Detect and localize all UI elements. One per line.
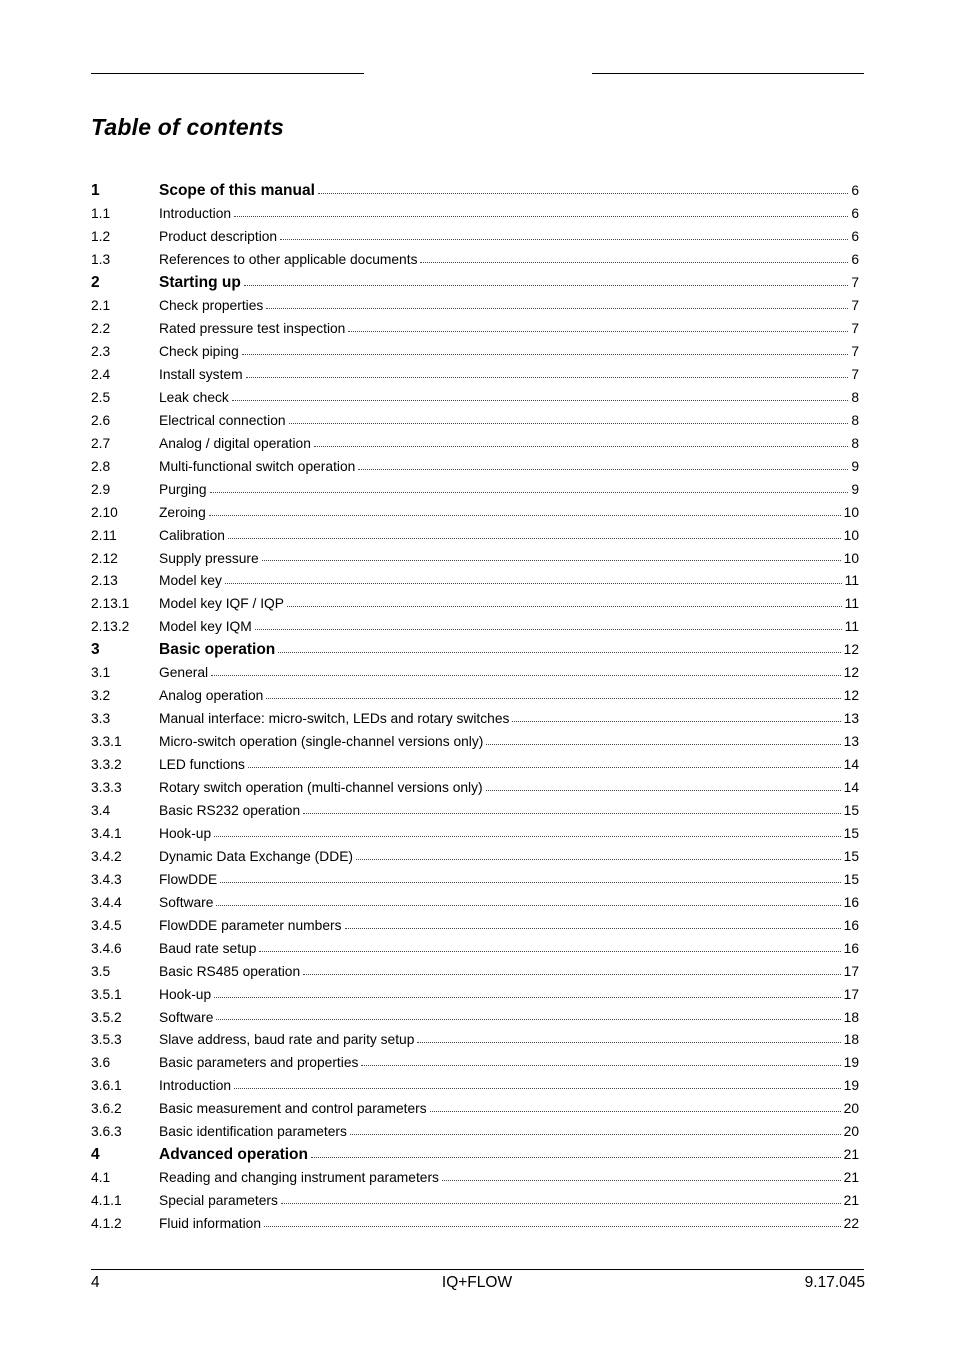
toc-entry[interactable]	[91, 892, 859, 915]
toc-entry-page: 18	[843, 1009, 859, 1025]
toc-chapter-entry[interactable]	[91, 639, 859, 662]
toc-entry-title: Check piping	[159, 344, 239, 360]
toc-dot-leader	[348, 331, 848, 332]
toc-entry[interactable]	[91, 1098, 859, 1121]
toc-entry-page: 20	[843, 1124, 859, 1140]
toc-entry[interactable]	[91, 548, 859, 571]
toc-entry-number: 3.6.1	[91, 1078, 122, 1094]
toc-entry[interactable]	[91, 226, 859, 249]
toc-entry[interactable]	[91, 823, 859, 846]
toc-dot-leader	[264, 1226, 841, 1227]
toc-entry-page: 12	[843, 642, 859, 658]
toc-entry[interactable]	[91, 915, 859, 938]
toc-dot-leader	[214, 836, 840, 837]
toc-entry-title: Zeroing	[159, 504, 206, 520]
toc-entry-page: 8	[851, 435, 859, 451]
toc-entry-page: 17	[843, 963, 859, 979]
toc-entry[interactable]	[91, 593, 859, 616]
toc-dot-leader	[232, 400, 848, 401]
toc-entry-page: 22	[843, 1216, 859, 1232]
toc-entry[interactable]	[91, 1029, 859, 1052]
toc-chapter-entry[interactable]	[91, 180, 859, 203]
toc-entry-title: Model key IQM	[159, 619, 252, 635]
toc-entry-page: 20	[843, 1101, 859, 1117]
toc-entry-page: 14	[843, 757, 859, 773]
toc-entry-title: Check properties	[159, 298, 264, 314]
toc-entry-page: 7	[851, 298, 859, 314]
toc-entry[interactable]	[91, 1213, 859, 1236]
toc-dot-leader	[361, 1065, 840, 1066]
toc-entry-number: 2.3	[91, 344, 111, 360]
toc-entry-number: 2.7	[91, 435, 111, 451]
toc-entry-title: Rotary switch operation (multi-channel versions only)	[159, 780, 483, 796]
toc-entry-title: Baud rate setup	[159, 940, 257, 956]
toc-entry[interactable]	[91, 961, 859, 984]
toc-entry-number: 3.4.2	[91, 848, 122, 864]
toc-entry-number: 2.9	[91, 481, 111, 497]
toc-entry-number: 3.5	[91, 963, 111, 979]
toc-entry-number: 3.3.2	[91, 757, 122, 773]
header-rule-left	[91, 73, 364, 74]
toc-dot-leader	[358, 469, 848, 470]
toc-entry[interactable]	[91, 685, 859, 708]
toc-entry[interactable]	[91, 800, 859, 823]
toc-entry-page: 7	[851, 275, 859, 290]
toc-entry-title: Analog operation	[159, 688, 264, 704]
toc-entry-number: 2.10	[91, 504, 118, 520]
toc-dot-leader	[210, 492, 848, 493]
toc-entry[interactable]	[91, 869, 859, 892]
toc-dot-leader	[318, 193, 848, 194]
toc-dot-leader	[486, 790, 841, 791]
toc-entry[interactable]	[91, 754, 859, 777]
toc-entry-page: 14	[843, 780, 859, 796]
footer-document-number: 9.17.045	[804, 1274, 865, 1291]
toc-entry-number: 2.13.1	[91, 596, 130, 612]
toc-entry-title: Basic RS232 operation	[159, 803, 301, 819]
toc-dot-leader	[430, 1111, 841, 1112]
toc-entry-number: 1.1	[91, 206, 111, 222]
toc-entry-page: 21	[843, 1170, 859, 1186]
toc-entry-number: 3.3	[91, 711, 111, 727]
toc-entry-number: 3	[91, 641, 100, 659]
toc-entry-page: 19	[843, 1055, 859, 1071]
toc-entry-page: 10	[843, 527, 859, 543]
toc-dot-leader	[209, 515, 841, 516]
toc-entry-number: 3.5.3	[91, 1032, 122, 1048]
toc-dot-leader	[420, 262, 848, 263]
toc-entry-number: 3.4.1	[91, 826, 122, 841]
toc-entry-title: Model key IQF / IQP	[159, 596, 284, 612]
toc-entry-number: 3.4.4	[91, 894, 122, 910]
toc-entry-title: Fluid information	[159, 1216, 261, 1232]
toc-entry[interactable]	[91, 433, 859, 456]
toc-entry-number: 1.2	[91, 229, 111, 245]
toc-entry-number: 2.11	[91, 527, 117, 543]
toc-entry-title: Advanced operation	[159, 1146, 308, 1164]
toc-entry[interactable]	[91, 203, 859, 226]
toc-entry-number: 3.6.2	[91, 1101, 122, 1117]
toc-entry-page: 10	[843, 504, 859, 520]
toc-entry-title: LED functions	[159, 757, 245, 773]
toc-dot-leader	[311, 1157, 841, 1158]
toc-entry-title: Basic measurement and control parameters	[159, 1101, 427, 1117]
toc-dot-leader	[314, 446, 848, 447]
toc-dot-leader	[259, 951, 840, 952]
toc-entry[interactable]	[91, 502, 859, 525]
toc-entry-number: 2.8	[91, 458, 111, 474]
toc-entry[interactable]	[91, 777, 859, 800]
toc-entry-title: Manual interface: micro-switch, LEDs and rotary switches	[159, 711, 510, 727]
toc-dot-leader	[225, 583, 842, 584]
table-of-contents	[91, 180, 859, 1236]
toc-entry-title: Basic RS485 operation	[159, 963, 301, 979]
toc-entry-number: 2.4	[91, 367, 111, 382]
toc-entry-number: 3.5.2	[91, 1009, 122, 1025]
header-rule-right	[592, 73, 864, 74]
page-title: Table of contents	[91, 114, 284, 140]
toc-entry-title: General	[159, 665, 209, 681]
toc-entry-title: Scope of this manual	[159, 182, 315, 199]
toc-dot-leader	[262, 560, 841, 561]
toc-entry-page: 16	[843, 940, 859, 956]
toc-entry-title: Leak check	[159, 389, 229, 405]
toc-entry[interactable]	[91, 708, 859, 731]
toc-dot-leader	[211, 675, 841, 676]
toc-entry[interactable]	[91, 1190, 859, 1213]
toc-dot-leader	[442, 1180, 841, 1181]
toc-entry[interactable]	[91, 318, 859, 341]
toc-dot-leader	[234, 1088, 841, 1089]
toc-dot-leader	[248, 767, 841, 768]
toc-entry-page: 7	[851, 344, 859, 360]
toc-entry-page: 12	[843, 665, 859, 681]
toc-entry-title: Micro-switch operation (single-channel versions only)	[159, 734, 484, 750]
toc-entry-page: 13	[843, 711, 859, 727]
toc-entry-page: 6	[851, 183, 859, 198]
toc-entry-page: 7	[851, 367, 859, 382]
toc-entry-number: 2	[91, 274, 100, 291]
toc-entry-number: 1.3	[91, 252, 111, 268]
toc-entry-page: 11	[844, 573, 859, 589]
toc-dot-leader	[255, 629, 842, 630]
toc-entry-page: 8	[851, 389, 859, 405]
toc-entry-title: Supply pressure	[159, 550, 259, 566]
toc-entry-page: 9	[851, 458, 859, 474]
toc-entry-number: 3.1	[91, 665, 111, 681]
toc-entry-number: 2.1	[91, 298, 111, 314]
toc-entry-number: 3.6	[91, 1055, 111, 1071]
toc-entry-title: Introduction	[159, 206, 232, 222]
toc-entry-title: Model key	[159, 573, 222, 589]
toc-entry-number: 4	[91, 1146, 100, 1164]
toc-entry-title: Starting up	[159, 274, 241, 291]
toc-entry[interactable]	[91, 1007, 859, 1030]
toc-entry-number: 2.12	[91, 550, 118, 566]
toc-entry-title: FlowDDE parameter numbers	[159, 917, 342, 933]
toc-entry-number: 3.4.5	[91, 917, 122, 933]
toc-dot-leader	[281, 1203, 841, 1204]
toc-entry-title: Rated pressure test inspection	[159, 321, 346, 337]
toc-entry-number: 2.2	[91, 321, 111, 337]
toc-entry[interactable]	[91, 1167, 859, 1190]
toc-entry-page: 11	[844, 596, 859, 612]
toc-entry-title: Basic identification parameters	[159, 1124, 347, 1140]
toc-entry-title: Calibration	[159, 527, 225, 543]
toc-dot-leader	[266, 698, 840, 699]
toc-entry-page: 21	[843, 1147, 859, 1163]
toc-entry-page: 7	[851, 321, 859, 337]
toc-entry-title: Slave address, baud rate and parity setup	[159, 1032, 415, 1048]
toc-entry-number: 2.13	[91, 573, 118, 589]
toc-entry-page: 21	[843, 1193, 859, 1209]
toc-entry-number: 4.1	[91, 1170, 111, 1186]
toc-entry-title: Dynamic Data Exchange (DDE)	[159, 848, 353, 864]
toc-entry-title: Electrical connection	[159, 412, 286, 428]
toc-entry[interactable]	[91, 341, 859, 364]
toc-entry-number: 2.13.2	[91, 619, 130, 635]
toc-entry-title: Analog / digital operation	[159, 435, 311, 451]
toc-entry-page: 17	[843, 986, 859, 1002]
toc-entry-page: 15	[843, 871, 859, 887]
toc-entry-title: Purging	[159, 481, 207, 497]
toc-dot-leader	[280, 239, 848, 240]
toc-dot-leader	[303, 974, 841, 975]
toc-entry-title: Introduction	[159, 1078, 232, 1094]
toc-entry-page: 6	[851, 229, 859, 245]
toc-dot-leader	[486, 744, 840, 745]
toc-dot-leader	[244, 285, 848, 286]
toc-entry[interactable]	[91, 1075, 859, 1098]
footer-page-number: 4	[91, 1274, 100, 1291]
toc-entry-page: 6	[851, 252, 859, 268]
toc-dot-leader	[228, 538, 841, 539]
toc-entry-title: Special parameters	[159, 1193, 278, 1209]
toc-entry[interactable]	[91, 479, 859, 502]
toc-entry-page: 19	[843, 1078, 859, 1094]
toc-entry[interactable]	[91, 364, 859, 387]
toc-entry-number: 1	[91, 182, 100, 199]
toc-entry-title: Software	[159, 894, 214, 910]
toc-entry[interactable]	[91, 525, 859, 548]
toc-entry[interactable]	[91, 1052, 859, 1075]
toc-dot-leader	[345, 928, 841, 929]
toc-entry-title: Multi-functional switch operation	[159, 458, 356, 474]
toc-dot-leader	[350, 1134, 841, 1135]
toc-entry-title: Software	[159, 1009, 214, 1025]
toc-entry-number: 3.4	[91, 803, 111, 819]
toc-entry[interactable]	[91, 1121, 859, 1144]
toc-entry-page: 8	[851, 412, 859, 428]
toc-entry[interactable]	[91, 846, 859, 869]
toc-dot-leader	[266, 308, 848, 309]
toc-chapter-entry[interactable]	[91, 272, 859, 295]
toc-entry-page: 12	[843, 688, 859, 704]
toc-entry-number: 3.3.3	[91, 780, 122, 796]
toc-dot-leader	[303, 813, 841, 814]
toc-dot-leader	[287, 606, 842, 607]
toc-entry-title: References to other applicable documents	[159, 252, 418, 268]
toc-dot-leader	[246, 377, 848, 378]
toc-entry-page: 9	[851, 481, 859, 497]
toc-entry[interactable]	[91, 456, 859, 479]
toc-entry-page: 10	[843, 550, 859, 566]
toc-entry-title: Basic parameters and properties	[159, 1055, 359, 1071]
toc-entry[interactable]	[91, 387, 859, 410]
toc-dot-leader	[220, 882, 840, 883]
toc-dot-leader	[278, 652, 840, 653]
toc-entry-number: 3.4.3	[91, 871, 122, 887]
toc-entry[interactable]	[91, 984, 859, 1007]
toc-entry-title: Product description	[159, 229, 278, 245]
footer-rule	[91, 1269, 864, 1270]
toc-entry-title: Reading and changing instrument parameters	[159, 1170, 439, 1186]
toc-entry[interactable]	[91, 249, 859, 272]
toc-dot-leader	[242, 354, 848, 355]
toc-entry[interactable]	[91, 938, 859, 961]
toc-entry-number: 3.5.1	[91, 986, 122, 1002]
toc-entry-number: 3.2	[91, 688, 111, 704]
toc-dot-leader	[214, 997, 840, 998]
toc-entry[interactable]	[91, 570, 859, 593]
toc-entry-number: 4.1.1	[91, 1193, 122, 1209]
toc-entry-title: Install system	[159, 367, 243, 382]
toc-entry-title: FlowDDE	[159, 871, 218, 887]
toc-entry-number: 2.5	[91, 389, 111, 405]
toc-entry-page: 16	[843, 917, 859, 933]
toc-entry[interactable]	[91, 662, 859, 685]
toc-entry-page: 6	[851, 206, 859, 222]
toc-entry-number: 4.1.2	[91, 1216, 122, 1232]
footer-product-name: IQ+FLOW	[441, 1274, 513, 1291]
toc-entry-page: 15	[843, 848, 859, 864]
toc-dot-leader	[356, 859, 841, 860]
toc-dot-leader	[216, 905, 840, 906]
toc-entry[interactable]	[91, 410, 859, 433]
toc-entry-number: 3.3.1	[91, 734, 122, 750]
toc-entry-number: 3.4.6	[91, 940, 122, 956]
toc-dot-leader	[289, 423, 848, 424]
toc-entry[interactable]	[91, 731, 859, 754]
toc-dot-leader	[234, 216, 848, 217]
toc-entry-page: 13	[843, 734, 859, 750]
toc-entry-number: 3.6.3	[91, 1124, 122, 1140]
toc-entry-title: Hook-up	[159, 986, 212, 1002]
toc-entry-number: 2.6	[91, 412, 111, 428]
toc-dot-leader	[417, 1042, 840, 1043]
toc-dot-leader	[216, 1019, 840, 1020]
toc-entry-page: 11	[844, 619, 859, 635]
toc-entry[interactable]	[91, 616, 859, 639]
toc-entry-page: 18	[843, 1032, 859, 1048]
toc-dot-leader	[512, 721, 840, 722]
toc-entry-page: 16	[843, 894, 859, 910]
toc-entry[interactable]	[91, 295, 859, 318]
toc-entry-title: Basic operation	[159, 641, 276, 659]
toc-entry-page: 15	[843, 803, 859, 819]
toc-chapter-entry[interactable]	[91, 1144, 859, 1167]
toc-entry-page: 15	[843, 826, 859, 841]
toc-entry-title: Hook-up	[159, 826, 212, 841]
